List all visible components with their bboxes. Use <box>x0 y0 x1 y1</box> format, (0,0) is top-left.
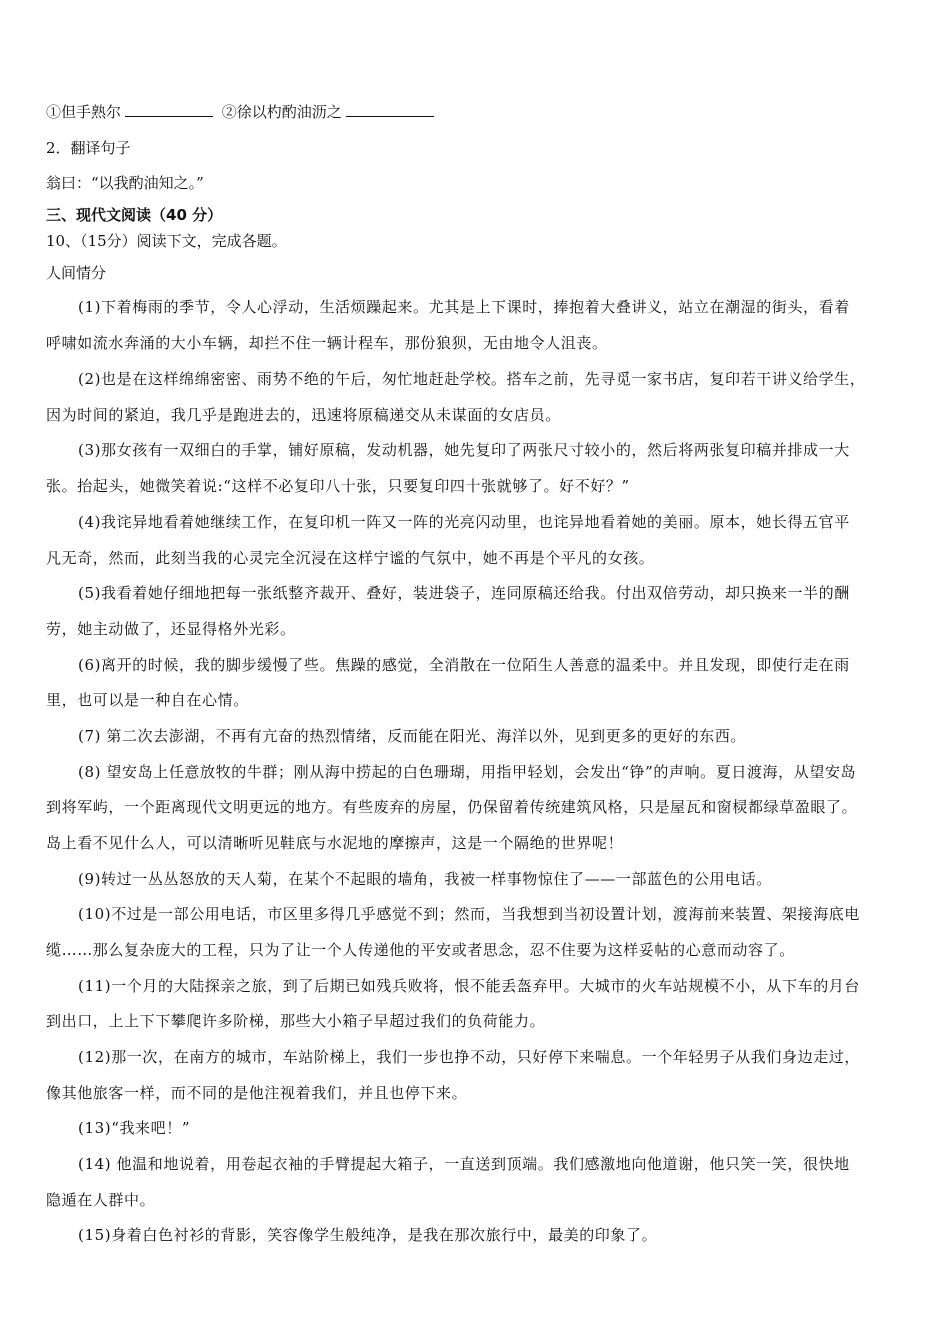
paragraph-10-line-2: 缆……那么复杂庞大的工程，只为了让一个人传递他的平安或者思念，忍不住要为这样妥帖的心意而动容了。 <box>46 941 795 959</box>
paragraph-5-line-1: (5)我看着她仔细地把每一张纸整齐裁开、叠好，装进袋子，连同原稿还给我。付出双倍劳动，却只换来一半的酬 <box>78 584 850 602</box>
paragraph-3-line-1: (3)那女孩有一双细白的手掌，铺好原稿，发动机器，她先复印了两张尺寸较小的，然后将两张复印稿并排成一大 <box>78 441 850 459</box>
paragraph-12-line-2: 像其他旅客一样，而不同的是他注视着我们，并且也停下来。 <box>46 1084 468 1102</box>
paragraph-12-line-1: (12)那一次，在南方的城市，车站阶梯上，我们一步也挣不动，只好停下来喘息。一个年轻男子从我们身边走过， <box>78 1048 860 1066</box>
paragraph-8-line-3: 岛上看不见什么人，可以清晰听见鞋底与水泥地的摩擦声，这是一个隔绝的世界呢！ <box>46 834 624 852</box>
vocab-item-2: ②徐以杓酌油沥之 <box>221 103 342 121</box>
question-2-title: 2．翻译句子 <box>46 139 131 157</box>
paragraph-7-line-1: (7) 第二次去澎湖，不再有亢奋的热烈情绪，反而能在阳光、海洋以外，见到更多的更好的东西。 <box>78 727 747 745</box>
paragraph-1-line-2: 呼啸如流水奔涌的大小车辆，却拦不住一辆计程车，那份狼狈，无由地令人沮丧。 <box>46 334 608 352</box>
question-2-sentence: 翁曰：“以我酌油知之。” <box>46 174 204 192</box>
paragraph-13-line-1: (13)“我来吧！” <box>78 1119 191 1137</box>
paragraph-10-line-1: (10)不过是一部公用电话，市区里多得几乎感觉不到；然而，当我想到当初设置计划，渡海前来装置、架接海底电 <box>78 905 860 923</box>
section-heading: 三、现代文阅读（40 分） <box>46 206 223 224</box>
article-title: 人间情分 <box>46 264 107 282</box>
paragraph-14-line-1: (14) 他温和地说着，用卷起衣袖的手臂提起大箱子，一直送到顶端。我们感激地向他道谢，他只笑一笑，很快地 <box>78 1155 850 1173</box>
paragraph-11-line-2: 到出口，上上下下攀爬许多阶梯，那些大小箱子早超过我们的负荷能力。 <box>46 1012 546 1030</box>
paragraph-4-line-1: (4)我诧异地看着她继续工作，在复印机一阵又一阵的光亮闪动里，也诧异地看着她的美丽。原本，她长得五官平 <box>78 513 850 531</box>
paragraph-3-line-2: 张。抬起头，她微笑着说:“这样不必复印八十张，只要复印四十张就够了。好不好？” <box>46 477 630 495</box>
paragraph-11-line-1: (11)一个月的大陆探亲之旅，到了后期已如残兵败将，恨不能丢盔弃甲。大城市的火车站规模不小，从下车的月台 <box>78 977 860 995</box>
paragraph-14-line-2: 隐遁在人群中。 <box>46 1191 156 1209</box>
question-10-prompt: 10、（15分）阅读下文，完成各题。 <box>46 232 287 250</box>
paragraph-2-line-2: 因为时间的紧迫，我几乎是跑进去的，迅速将原稿递交从未谋面的女店员。 <box>46 406 561 424</box>
paragraph-5-line-2: 劳，她主动做了，还显得格外光彩。 <box>46 620 296 638</box>
answer-blank-1[interactable] <box>125 102 213 117</box>
paragraph-9-line-1: (9)转过一丛丛怒放的天人菊，在某个不起眼的墙角，我被一样事物惊住了——一部蓝色的公用电话。 <box>78 870 772 888</box>
paragraph-6-line-1: (6)离开的时候，我的脚步缓慢了些。焦躁的感觉，全消散在一位陌生人善意的温柔中。并且发现，即使行走在雨 <box>78 656 850 674</box>
vocab-line <box>46 102 438 122</box>
paragraph-8-line-2: 到将军屿，一个距离现代文明更远的地方。有些废弃的房屋，仍保留着传统建筑风格，只是屋瓦和窗棂都绿草盈眼了。 <box>46 798 858 816</box>
paragraph-4-line-2: 凡无奇，然而，此刻当我的心灵完全沉浸在这样宁谧的气氛中，她不再是个平凡的女孩。 <box>46 549 655 567</box>
paragraph-1-line-1: (1)下着梅雨的季节，令人心浮动，生活烦躁起来。尤其是上下课时，捧抱着大叠讲义，站立在潮湿的街头，看着 <box>78 298 850 316</box>
vocab-item-1: ①但手熟尔 <box>46 103 122 121</box>
paragraph-6-line-2: 里，也可以是一种自在心情。 <box>46 691 249 709</box>
paragraph-8-line-1: (8) 望安岛上任意放牧的牛群；刚从海中捞起的白色珊瑚，用指甲轻划，会发出“铮”的声响。夏日渡海，从望安岛 <box>78 763 857 781</box>
paragraph-15-line-1: (15)身着白色衬衫的背影，笑容像学生般纯净，是我在那次旅行中，最美的印象了。 <box>78 1226 658 1244</box>
answer-blank-2[interactable] <box>346 102 434 117</box>
paragraph-2-line-1: (2)也是在这样绵绵密密、雨势不绝的午后，匆忙地赶赴学校。搭车之前，先寻觅一家书店，复印若干讲义给学生， <box>78 370 866 388</box>
